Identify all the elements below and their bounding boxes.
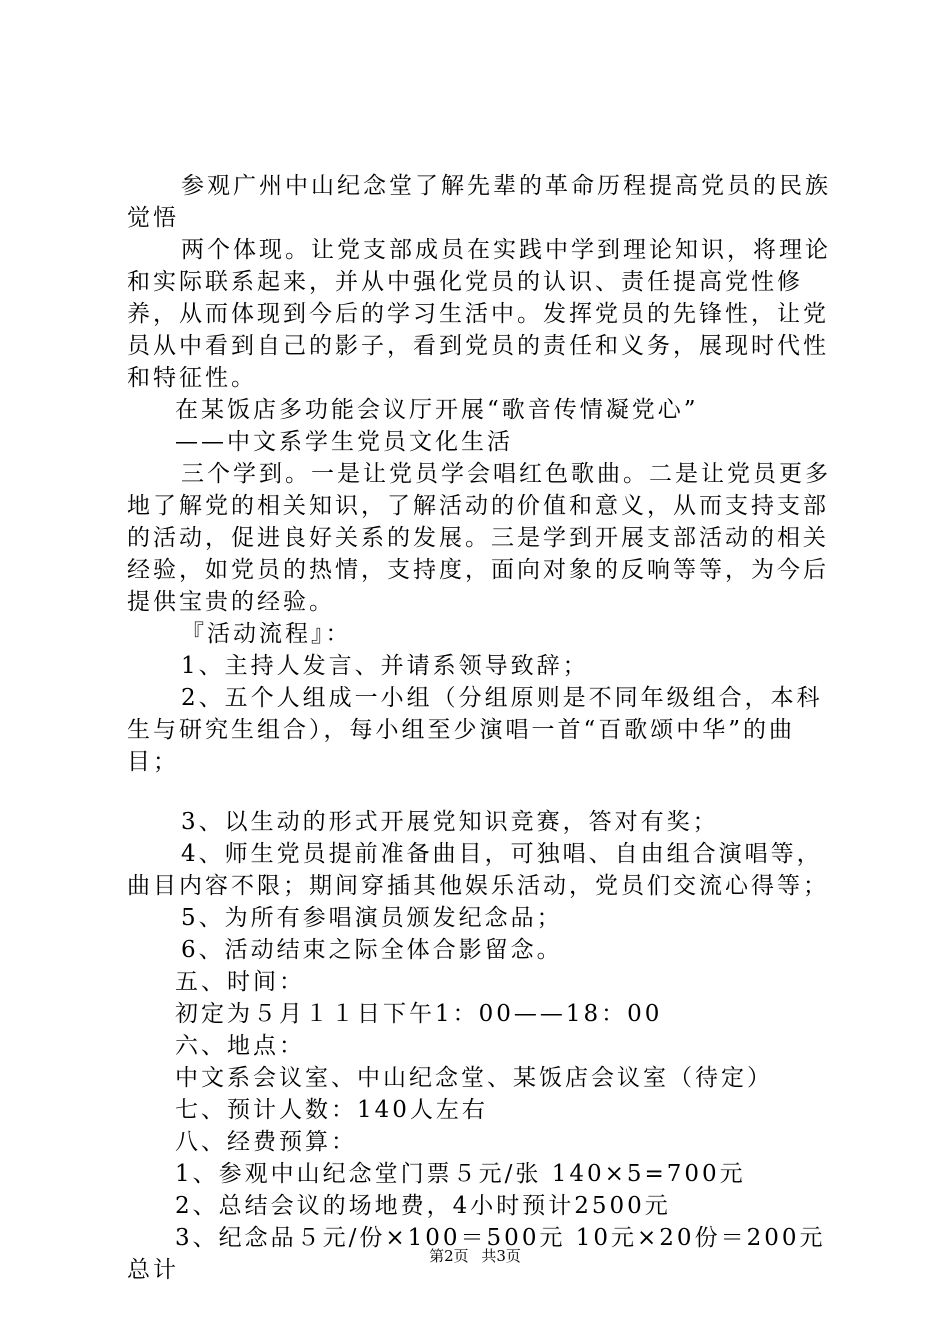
section-heading-time: 五、时间： [175, 969, 305, 995]
paragraph-three-learnings: 三个学到。一是让党员学会唱红色歌曲。二是让党员更多地了解党的相关知识，了解活动的价值和意义，从而支持支部的活动，促进良好关系的发展。三是学到开展支部活动的相关经验，如党员的热情，支持度，面向对象的反响等等，为今后提供宝贵的经验。 [127, 461, 831, 615]
budget-item: 2、总结会议的场地费，4小时预计2500元 [175, 1193, 671, 1219]
location-value: 中文系会议室、中山纪念堂、某饭店会议室（待定） [175, 1065, 773, 1091]
list-item: 3、以生动的形式开展党知识竞赛，答对有奖； [181, 809, 719, 835]
section-heading-attendance: 七、预计人数：140人左右 [175, 1097, 488, 1123]
time-value: 初定为５月１１日下午1：00——18：00 [175, 1001, 663, 1027]
paragraph-two-reflections: 两个体现。让党支部成员在实践中学到理论知识，将理论和实际联系起来，并从中强化党员的认识、责任提高党性修养，从而体现到今后的学习生活中。发挥党员的先锋性，让党员从中看到自己的影子，看到党员的责任和义务，展现时代性和特征性。 [127, 237, 831, 391]
budget-item: 1、参观中山纪念堂门票５元/张 140×5=700元 [175, 1161, 746, 1187]
page-total: 共3页 [481, 1247, 521, 1265]
list-item: 6、活动结束之际全体合影留念。 [181, 937, 563, 963]
paragraph-event-subtitle: ——中文系学生党员文化生活 [175, 429, 513, 455]
budget-item: 3、纪念品５元/份×100＝500元 10元×20份＝200元总计 [127, 1225, 826, 1283]
page-footer [0, 1245, 950, 1266]
page-number: 第2页 [429, 1247, 469, 1265]
list-item: 5、为所有参唱演员颁发纪念品； [181, 905, 563, 931]
list-item: 2、五个人组成一小组（分组原则是不同年级组合，本科生与研究生组合），每小组至少演唱一首“百歌颂中华”的曲目； [127, 685, 823, 775]
spacer [127, 778, 835, 806]
section-heading-process: 『活动流程』： [181, 621, 352, 647]
paragraph-visit: 参观广州中山纪念堂了解先辈的革命历程提高党员的民族觉悟 [127, 173, 831, 231]
list-item: 1、主持人发言、并请系领导致辞； [181, 653, 589, 679]
list-item: 4、师生党员提前准备曲目，可独唱、自由组合演唱等，曲目内容不限；期间穿插其他娱乐活动，党员们交流心得等； [127, 841, 829, 899]
section-heading-budget: 八、经费预算： [175, 1129, 357, 1155]
section-heading-location: 六、地点： [175, 1033, 305, 1059]
document-body [127, 170, 835, 1286]
paragraph-event-title: 在某饭店多功能会议厅开展“歌音传情凝党心” [175, 397, 699, 423]
